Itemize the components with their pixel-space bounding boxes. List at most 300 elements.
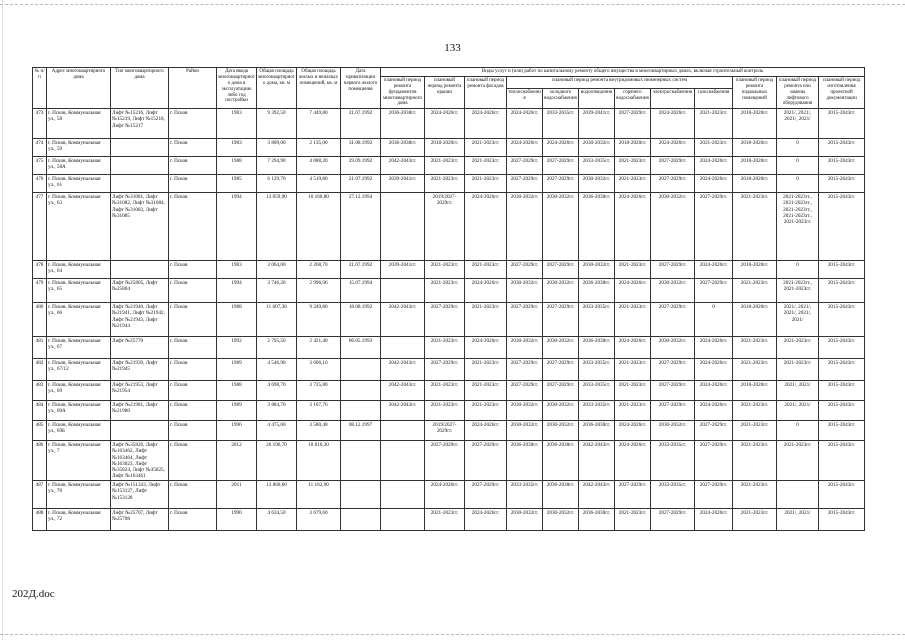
row-year: 1988 bbox=[217, 157, 257, 175]
row-lift: 0 bbox=[777, 157, 819, 175]
row-privatization-date: 06.05.1993 bbox=[341, 337, 381, 359]
row-living-area: 2 996,96 bbox=[297, 279, 341, 303]
row-address: г. Псков, Коммунальная ул., 59 bbox=[47, 139, 111, 157]
table-row bbox=[33, 359, 865, 381]
row-facade: 2027-2029гг. bbox=[465, 441, 507, 481]
row-project-docs: 2015-2043гг. bbox=[819, 441, 865, 481]
row-district: г. Псков bbox=[169, 139, 217, 157]
row-year: 1983 bbox=[217, 109, 257, 139]
row-cold-water: 2036-2038гг. bbox=[543, 481, 579, 509]
row-district: г. Псков bbox=[169, 359, 217, 381]
row-fundament: 2042-2043гг. bbox=[381, 359, 425, 381]
row-district: г. Псков bbox=[169, 337, 217, 359]
row-address: г. Псков, Коммунальная ул., 65 bbox=[47, 279, 111, 303]
row-gas: 2024-2026гг. bbox=[695, 359, 733, 381]
row-roof: 2021-2023гг. bbox=[425, 261, 465, 279]
row-gas: 2024-2026гг. bbox=[695, 381, 733, 401]
row-fundament bbox=[381, 279, 425, 303]
row-facade: 2021-2023гг. bbox=[465, 381, 507, 401]
row-heat: 2030-2032гг. bbox=[507, 509, 543, 531]
row-address: г. Псков, Коммунальная ул., 58А bbox=[47, 157, 111, 175]
row-lift: 0 bbox=[777, 139, 819, 157]
header-engineering-group: плановый период ремонта внутридомовых инженерных систем bbox=[507, 76, 733, 88]
row-address: г. Псков, Коммунальная ул., 66 bbox=[47, 303, 111, 337]
row-heat: 2027-2029гг. bbox=[507, 261, 543, 279]
row-heat: 2030-2032гг. bbox=[507, 279, 543, 303]
row-living-area: 3 107,76 bbox=[297, 401, 341, 421]
header-facade: плановый период ремонта фасадов bbox=[465, 76, 507, 108]
table-row bbox=[33, 421, 865, 441]
row-basement: 2018-2020гг. bbox=[733, 175, 777, 193]
table-row bbox=[33, 337, 865, 359]
row-hot-water: 2024-2026гг. bbox=[615, 279, 651, 303]
row-living-area: 10 160,80 bbox=[297, 193, 341, 261]
row-total-area: 13 860,60 bbox=[257, 481, 297, 509]
row-roof: 2021-2023гг. bbox=[425, 401, 465, 421]
header-privatization-date: Дата приватизации первого жилого помещения bbox=[341, 68, 381, 109]
row-year: 1988 bbox=[217, 303, 257, 337]
row-district: г. Псков bbox=[169, 303, 217, 337]
header-year: Дата ввода многоквартирного дома в эксплуатацию либо год постройки bbox=[217, 68, 257, 109]
row-fundament: 2036-2038гг. bbox=[381, 109, 425, 139]
row-facade: 2024-2026гг. bbox=[465, 109, 507, 139]
row-district: г. Псков bbox=[169, 381, 217, 401]
scan-edge-left bbox=[2, 0, 3, 640]
row-address: г. Псков, Коммунальная ул., 70 bbox=[47, 481, 111, 509]
row-district: г. Псков bbox=[169, 441, 217, 481]
row-year: 1985 bbox=[217, 175, 257, 193]
row-electric: 2033-2035гг. bbox=[651, 441, 695, 481]
row-year: 1989 bbox=[217, 359, 257, 381]
row-heat: 2030-2032гг. bbox=[507, 421, 543, 441]
row-year: 1990 bbox=[217, 509, 257, 531]
row-house-type: Лифт №15216, Лифт №15219, Лифт №15218, Лифт №15217 bbox=[111, 109, 169, 139]
page-number: 133 bbox=[444, 42, 461, 54]
row-gas: 2024-2026гг. bbox=[695, 261, 733, 279]
row-total-area: 3 064,00 bbox=[257, 261, 297, 279]
row-roof: 2019/2027-2029гг. bbox=[425, 193, 465, 261]
header-living-area: Общая площадь жилых и нежилых помещений, кв. м bbox=[297, 68, 341, 109]
row-total-area: 3 884,70 bbox=[257, 401, 297, 421]
row-total-area: 13 059,90 bbox=[257, 193, 297, 261]
row-cold-water: 2024-2026гг. bbox=[543, 139, 579, 157]
row-basement: 2018-2020гг. bbox=[733, 261, 777, 279]
row-hot-water: 2021-2023гг. bbox=[615, 175, 651, 193]
row-sewer: 2033-2035гг. bbox=[579, 157, 615, 175]
header-cold-water: холодного водоснабжения bbox=[543, 89, 579, 109]
row-roof: 2021-2023гг. bbox=[425, 509, 465, 531]
row-lift: 2021/, 2021/ bbox=[777, 401, 819, 421]
row-total-area: 3 746,20 bbox=[257, 279, 297, 303]
row-roof: 2021-2023гг. bbox=[425, 279, 465, 303]
row-gas: 2027-2029гг. bbox=[695, 421, 733, 441]
row-hot-water: 2021-2023гг. bbox=[615, 157, 651, 175]
row-living-area: 11 162,90 bbox=[297, 481, 341, 509]
row-lift: 2021-2023гг., 2021-2023гг. bbox=[777, 279, 819, 303]
header-num: № п/п bbox=[33, 68, 47, 109]
row-privatization-date bbox=[341, 381, 381, 401]
row-fundament bbox=[381, 481, 425, 509]
row-project-docs: 2015-2043гг. bbox=[819, 401, 865, 421]
row-sewer: 2030-2032гг. bbox=[579, 139, 615, 157]
row-sewer: 2042-2043гг. bbox=[579, 441, 615, 481]
row-sewer: 2033-2035гг. bbox=[579, 303, 615, 337]
row-year: 1983 bbox=[217, 261, 257, 279]
row-privatization-date: 21.07.1992 bbox=[341, 261, 381, 279]
row-hot-water: 2024-2026гг. bbox=[615, 441, 651, 481]
row-sewer: 2039-2041гг. bbox=[579, 109, 615, 139]
row-number: 481 bbox=[33, 337, 47, 359]
header-lift: плановый период ремонта или замены лифтового оборудования bbox=[777, 76, 819, 108]
table-row bbox=[33, 441, 865, 481]
row-year: 2011 bbox=[217, 481, 257, 509]
row-roof: 2024-2026гг. bbox=[425, 109, 465, 139]
row-house-type: Лифт №35826, Лифт №163462, Лифт №163464, Лифт №163023, Лифт №35824, Лифт №35825, Лифт №163461 bbox=[111, 441, 169, 481]
row-project-docs: 2015-2043гг. bbox=[819, 261, 865, 279]
row-heat: 2027-2029гг. bbox=[507, 157, 543, 175]
row-living-area: 2 421,40 bbox=[297, 337, 341, 359]
row-privatization-date bbox=[341, 401, 381, 421]
row-house-type: Лифт №25805, Лифт №25804 bbox=[111, 279, 169, 303]
row-fundament: 2039-2041гг. bbox=[381, 175, 425, 193]
row-privatization-date bbox=[341, 441, 381, 481]
row-facade: 2024-2026гг. bbox=[465, 193, 507, 261]
row-electric: 2030-2032гг. bbox=[651, 421, 695, 441]
row-basement: 2021-2023гг. bbox=[733, 441, 777, 481]
footer-filename: 202Д.doc bbox=[12, 588, 55, 600]
row-heat: 2027-2029гг. bbox=[507, 359, 543, 381]
row-gas: 0 bbox=[695, 303, 733, 337]
row-total-area: 26 196,70 bbox=[257, 441, 297, 481]
row-basement: 2021-2023гг. bbox=[733, 359, 777, 381]
row-number: 475 bbox=[33, 157, 47, 175]
row-privatization-date: 21.07.1992 bbox=[341, 109, 381, 139]
row-house-type: Лифт №31081, Лифт №31082, Лифт №31084, Лифт №31083, Лифт №31085 bbox=[111, 193, 169, 261]
header-sewer: водоотведения bbox=[579, 89, 615, 109]
row-lift: 2021-2023гг. bbox=[777, 337, 819, 359]
row-privatization-date bbox=[341, 359, 381, 381]
row-lift: 0 bbox=[777, 175, 819, 193]
row-electric: 2030-2032гг. bbox=[651, 279, 695, 303]
row-number: 477 bbox=[33, 193, 47, 261]
row-heat: 2033-2035гг. bbox=[507, 481, 543, 509]
row-year: 1992 bbox=[217, 337, 257, 359]
row-privatization-date: 31.08.1992 bbox=[341, 139, 381, 157]
row-living-area: 3 679,60 bbox=[297, 509, 341, 531]
row-house-type: Лифт №21953, Лифт №21954 bbox=[111, 381, 169, 401]
row-lift: 0 bbox=[777, 421, 819, 441]
row-privatization-date: 15.07.1994 bbox=[341, 279, 381, 303]
row-district: г. Псков bbox=[169, 401, 217, 421]
row-hot-water: 2021-2023гг. bbox=[615, 509, 651, 531]
row-living-area: 7 449,80 bbox=[297, 109, 341, 139]
row-house-type: Лифт №151343, Лифт №153127, Лифт №153128 bbox=[111, 481, 169, 509]
table-row bbox=[33, 303, 865, 337]
row-house-type bbox=[111, 157, 169, 175]
header-services-group: Виды услуг и (или) работ по капитальному ремонту общего имущества в многоквартирных домах, включая строительный контроль bbox=[381, 68, 865, 77]
row-fundament: 2042-2043гг. bbox=[381, 303, 425, 337]
row-fundament bbox=[381, 441, 425, 481]
row-facade: 2021-2023гг. bbox=[465, 401, 507, 421]
row-address: г. Псков, Коммунальная ул., 58 bbox=[47, 109, 111, 139]
row-year: 1994 bbox=[217, 193, 257, 261]
repair-schedule-table bbox=[32, 67, 865, 531]
row-roof: 2021-2023гг. bbox=[425, 175, 465, 193]
header-house-type: Тип многоквартирного дома bbox=[111, 68, 169, 109]
row-house-type: Лифт №25707, Лифт №25708 bbox=[111, 509, 169, 531]
table-row bbox=[33, 261, 865, 279]
row-hot-water: 2027-2029гг. bbox=[615, 481, 651, 509]
row-hot-water: 2021-2023гг. bbox=[615, 359, 651, 381]
row-hot-water: 2024-2026гг. bbox=[615, 193, 651, 261]
row-lift: 2021-2023гг. bbox=[777, 359, 819, 381]
header-address: Адрес многоквартирного дома bbox=[47, 68, 111, 109]
table-header bbox=[33, 68, 865, 109]
row-basement: 2018-2020гг. bbox=[733, 139, 777, 157]
row-gas: 2027-2029гг. bbox=[695, 279, 733, 303]
row-lift bbox=[777, 481, 819, 509]
row-project-docs: 2015-2043гг. bbox=[819, 175, 865, 193]
row-fundament bbox=[381, 337, 425, 359]
row-fundament bbox=[381, 509, 425, 531]
row-house-type: Лифт №21981, Лифт №21980 bbox=[111, 401, 169, 421]
row-roof: 2019/2027-2029гг. bbox=[425, 421, 465, 441]
row-district: г. Псков bbox=[169, 261, 217, 279]
row-hot-water: 2024-2026гг. bbox=[615, 337, 651, 359]
row-gas: 2027-2029гг. bbox=[695, 441, 733, 481]
row-lift: 2021/, 2021/, 2021/, 2021/, 2021/ bbox=[777, 303, 819, 337]
row-year: 1989 bbox=[217, 401, 257, 421]
row-cold-water: 2036-2038гг. bbox=[543, 441, 579, 481]
row-living-area: 3 606,10 bbox=[297, 359, 341, 381]
row-number: 483 bbox=[33, 381, 47, 401]
row-number: 473 bbox=[33, 109, 47, 139]
row-district: г. Псков bbox=[169, 193, 217, 261]
row-electric: 2027-2029гг. bbox=[651, 303, 695, 337]
row-district: г. Псков bbox=[169, 421, 217, 441]
row-gas: 2024-2026гг. bbox=[695, 175, 733, 193]
row-number: 479 bbox=[33, 279, 47, 303]
row-sewer: 2030-2032гг. bbox=[579, 261, 615, 279]
row-total-area: 3 809,00 bbox=[257, 139, 297, 157]
header-basement: плановый период ремонта подвальных помещений bbox=[733, 76, 777, 108]
row-district: г. Псков bbox=[169, 481, 217, 509]
row-number: 482 bbox=[33, 359, 47, 381]
row-lift: 2021-2023гг., 2021-2023гг., 2021-2023гг., 2021-2023гг., 2021-2023гг. bbox=[777, 193, 819, 261]
row-sewer: 2033-2035гг. bbox=[579, 359, 615, 381]
row-electric: 2027-2029гг. bbox=[651, 175, 695, 193]
row-electric: 2030-2032гг. bbox=[651, 337, 695, 359]
row-lift: 2021/, 2021/, 2021/, 2021/ bbox=[777, 109, 819, 139]
row-heat: 2030-2032гг. bbox=[507, 193, 543, 261]
row-project-docs: 2015-2043гг. bbox=[819, 193, 865, 261]
row-electric: 2030-2032гг. bbox=[651, 193, 695, 261]
row-project-docs: 2015-2043гг. bbox=[819, 509, 865, 531]
row-sewer: 2036-2038гг. bbox=[579, 193, 615, 261]
row-electric: 2027-2029гг. bbox=[651, 381, 695, 401]
row-facade: 2024-2026гг. bbox=[465, 337, 507, 359]
row-living-area: 9 249,80 bbox=[297, 303, 341, 337]
row-gas: 2021-2023гг. bbox=[695, 109, 733, 139]
row-basement: 2018-2020гг. bbox=[733, 303, 777, 337]
row-living-area: 3 725,80 bbox=[297, 381, 341, 401]
row-privatization-date: 18.08.1992 bbox=[341, 303, 381, 337]
row-total-area: 9 392,50 bbox=[257, 109, 297, 139]
row-address: г. Псков, Коммунальная ул., 61 bbox=[47, 175, 111, 193]
row-basement: 2021-2023гг. bbox=[733, 401, 777, 421]
header-gas: газоснабжения bbox=[695, 89, 733, 109]
row-total-area: 4 475,60 bbox=[257, 421, 297, 441]
row-living-area: 4 519,80 bbox=[297, 175, 341, 193]
scan-edge-top bbox=[0, 4, 905, 5]
row-roof: 2027-2029гг. bbox=[425, 441, 465, 481]
row-facade: 2027-2029гг. bbox=[465, 481, 507, 509]
row-sewer: 2030-2032гг. bbox=[579, 175, 615, 193]
table-row bbox=[33, 481, 865, 509]
row-heat: 2030-2032гг. bbox=[507, 401, 543, 421]
table-row bbox=[33, 509, 865, 531]
row-lift: 0 bbox=[777, 261, 819, 279]
row-number: 488 bbox=[33, 509, 47, 531]
row-privatization-date: 27.12.1994 bbox=[341, 193, 381, 261]
row-lift: 2021/, 2021/ bbox=[777, 381, 819, 401]
row-facade: 2021-2023гг. bbox=[465, 303, 507, 337]
row-basement: 2021-2023гг. bbox=[733, 421, 777, 441]
row-address: г. Псков, Коммунальная ул., 64 bbox=[47, 261, 111, 279]
row-facade: 2021-2023гг. bbox=[465, 261, 507, 279]
row-project-docs: 2015-2043гг. bbox=[819, 359, 865, 381]
row-number: 486 bbox=[33, 441, 47, 481]
row-cold-water: 2033-2035гг. bbox=[543, 109, 579, 139]
row-privatization-date: 21.07.1992 bbox=[341, 175, 381, 193]
row-hot-water: 2021-2023гг. bbox=[615, 303, 651, 337]
table-row bbox=[33, 157, 865, 175]
header-electric: электроснабжения bbox=[651, 89, 695, 109]
row-year: 1996 bbox=[217, 421, 257, 441]
row-number: 484 bbox=[33, 401, 47, 421]
row-cold-water: 2027-2029гг. bbox=[543, 359, 579, 381]
row-house-type: Лифт №21939, Лифт №21945 bbox=[111, 359, 169, 381]
row-cold-water: 2030-2032гг. bbox=[543, 421, 579, 441]
row-electric: 2027-2029гг. bbox=[651, 509, 695, 531]
row-district: г. Псков bbox=[169, 509, 217, 531]
row-house-type: Лифт №21940, Лифт №21941, Лифт №21942, Лифт №21943, Лифт №21944 bbox=[111, 303, 169, 337]
row-facade: 2021-2023гг. bbox=[465, 359, 507, 381]
row-heat: 2027-2029гг. bbox=[507, 303, 543, 337]
row-sewer: 2033-2035гг. bbox=[579, 381, 615, 401]
row-house-type bbox=[111, 421, 169, 441]
row-fundament: 2042-2043гг. bbox=[381, 401, 425, 421]
row-hot-water: 2021-2023гг. bbox=[615, 261, 651, 279]
row-project-docs: 2015-2043гг. bbox=[819, 303, 865, 337]
row-number: 487 bbox=[33, 481, 47, 509]
row-heat: 2027-2029гг. bbox=[507, 381, 543, 401]
row-cold-water: 2030-2032гг. bbox=[543, 279, 579, 303]
row-gas: 2027-2029гг. bbox=[695, 481, 733, 509]
row-address: г. Псков, Коммунальная ул., 69 bbox=[47, 381, 111, 401]
row-number: 480 bbox=[33, 303, 47, 337]
row-district: г. Псков bbox=[169, 279, 217, 303]
row-house-type: Лифт №25770 bbox=[111, 337, 169, 359]
row-address: г. Псков, Коммунальная ул., 67 bbox=[47, 337, 111, 359]
row-heat: 2027-2029гг. bbox=[507, 175, 543, 193]
row-living-area: 18 810,30 bbox=[297, 441, 341, 481]
row-privatization-date: 08.12.1997 bbox=[341, 421, 381, 441]
row-lift: 2021/, 2021/ bbox=[777, 509, 819, 531]
row-roof: 2027-2029гг. bbox=[425, 359, 465, 381]
row-cold-water: 2027-2029гг. bbox=[543, 261, 579, 279]
row-year: 1994 bbox=[217, 279, 257, 303]
header-project-docs: плановый период изготовления проектной документации bbox=[819, 76, 865, 108]
row-project-docs: 2015-2043гг. bbox=[819, 421, 865, 441]
row-roof: 2027-2029гг. bbox=[425, 303, 465, 337]
table-row bbox=[33, 175, 865, 193]
row-district: г. Псков bbox=[169, 175, 217, 193]
row-sewer: 2036-2038гг. bbox=[579, 509, 615, 531]
row-address: г. Псков, Коммунальная ул., 63 bbox=[47, 193, 111, 261]
row-facade: 2021-2023гг. bbox=[465, 175, 507, 193]
row-sewer: 2036-2038гг. bbox=[579, 421, 615, 441]
row-electric: 2027-2029гг. bbox=[651, 261, 695, 279]
row-living-area: 2 135,00 bbox=[297, 139, 341, 157]
row-facade: 2021-2023гг. bbox=[465, 139, 507, 157]
row-sewer: 2042-2043гг. bbox=[579, 481, 615, 509]
scan-edge-bottom bbox=[0, 634, 905, 635]
row-electric: 2027-2029гг. bbox=[651, 359, 695, 381]
table-row bbox=[33, 139, 865, 157]
table-row bbox=[33, 279, 865, 303]
row-basement: 2021-2023гг. bbox=[733, 279, 777, 303]
row-facade: 2021-2023гг. bbox=[465, 157, 507, 175]
row-number: 478 bbox=[33, 261, 47, 279]
row-address: г. Псков, Коммунальная ул., 7 bbox=[47, 441, 111, 481]
row-living-area: 2 268,70 bbox=[297, 261, 341, 279]
table-row bbox=[33, 401, 865, 421]
row-roof: 2021-2023гг. bbox=[425, 337, 465, 359]
header-district: Район bbox=[169, 68, 217, 109]
row-gas: 2024-2026гг. bbox=[695, 337, 733, 359]
row-roof: 2018-2020гг. bbox=[425, 139, 465, 157]
row-heat: 2030-2032гг. bbox=[507, 337, 543, 359]
row-address: г. Псков, Коммунальная ул., 69Б bbox=[47, 421, 111, 441]
row-house-type bbox=[111, 139, 169, 157]
row-total-area: 4 698,70 bbox=[257, 381, 297, 401]
row-project-docs: 2015-2043гг. bbox=[819, 139, 865, 157]
row-project-docs: 2015-2043гг. bbox=[819, 381, 865, 401]
row-hot-water: 2027-2029гг. bbox=[615, 109, 651, 139]
row-fundament: 2039-2041гг. bbox=[381, 261, 425, 279]
row-gas: 2024-2026гг. bbox=[695, 157, 733, 175]
row-living-area: 4 088,20 bbox=[297, 157, 341, 175]
row-cold-water: 2027-2029гг. bbox=[543, 381, 579, 401]
row-total-area: 4 634,50 bbox=[257, 509, 297, 531]
row-hot-water: 2024-2026гг. bbox=[615, 421, 651, 441]
row-total-area: 6 129,70 bbox=[257, 175, 297, 193]
row-lift: 2021-2023гг. bbox=[777, 441, 819, 481]
row-privatization-date bbox=[341, 509, 381, 531]
row-facade: 2024-2026гг. bbox=[465, 421, 507, 441]
row-hot-water: 2021-2023гг. bbox=[615, 401, 651, 421]
header-roof: плановый период ремонта крыши bbox=[425, 76, 465, 108]
row-roof: 2021-2023гг. bbox=[425, 381, 465, 401]
row-number: 474 bbox=[33, 139, 47, 157]
row-address: г. Псков, Коммунальная ул., 67/12 bbox=[47, 359, 111, 381]
row-district: г. Псков bbox=[169, 109, 217, 139]
row-gas: 2021-2023гг. bbox=[695, 139, 733, 157]
row-district: г. Псков bbox=[169, 157, 217, 175]
row-basement: 2018-2020гг. bbox=[733, 109, 777, 139]
row-total-area: 2 795,50 bbox=[257, 337, 297, 359]
